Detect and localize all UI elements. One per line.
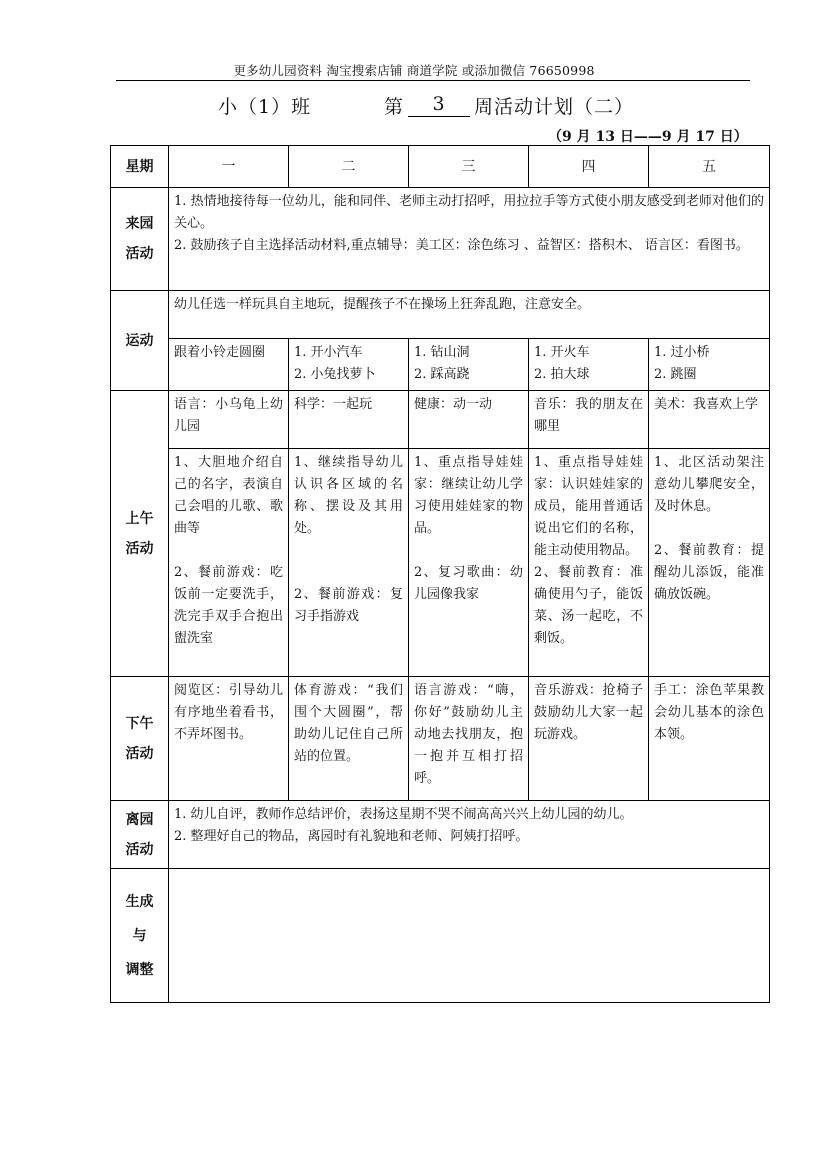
week-suffix: 周活动计划（二） <box>474 96 635 118</box>
week-number: 3 <box>408 92 470 117</box>
morning-label-line1: 上午 <box>125 510 154 527</box>
morning-detail-thu: 1、重点指导娃娃家：认识娃娃家的成员，能用普通话说出它们的名称，能主动使用物品。 2、餐前教育：准确使用勺子，能饭菜、汤一起吃，不剩饭。 <box>529 449 649 677</box>
morning-detail-tue: 1、继续指导幼儿认识各区域的名称、摆设及其用处。 2、餐前游戏：复习手指游戏 <box>289 449 409 677</box>
exercise-thu: 1. 开火车 2. 拍大球 <box>529 339 649 391</box>
leaving-label-line1: 离园 <box>125 811 154 828</box>
adjust-label-line1: 生成 <box>125 893 154 910</box>
morning-detail-fri: 1、北区活动架注意幼儿攀爬安全，及时休息。 2、餐前教育：提醒幼儿添饭，能准确放饭碗。 <box>649 449 770 677</box>
exercise-wed: 1. 钻山洞 2. 踩高跷 <box>409 339 529 391</box>
afternoon-label-line1: 下午 <box>125 715 154 732</box>
morning-subject-row <box>111 391 770 449</box>
leaving-row <box>111 801 770 869</box>
day-header-fri: 五 <box>649 146 770 188</box>
exercise-general: 幼儿任选一样玩具自主地玩，提醒孩子不在操场上狂奔乱跑，注意安全。 <box>169 291 770 339</box>
exercise-tue: 1. 开小汽车 2. 小兔找萝卜 <box>289 339 409 391</box>
morning-subject-mon: 语言：小乌龟上幼儿园 <box>169 391 289 449</box>
afternoon-mon: 阅览区：引导幼儿有序地坐着看书，不弄坏图书。 <box>169 677 289 801</box>
leaving-content <box>169 801 770 869</box>
morning-subject-wed: 健康：动一动 <box>409 391 529 449</box>
arrival-item-2: 2. 鼓励孩子自主选择活动材料,重点辅导：美工区：涂色练习 、益智区：搭积木、 语言区：看图书。 <box>174 238 749 253</box>
day-header-mon: 一 <box>169 146 289 188</box>
morning-label-line2: 活动 <box>125 540 154 557</box>
morning-detail-wed: 1、重点指导娃娃家：继续让幼儿学习使用娃娃家的物品。 2、复习歌曲：幼儿园像我家 <box>409 449 529 677</box>
leaving-label <box>111 801 169 869</box>
morning-detail-mon: 1、大胆地介绍自己的名字，表演自己会唱的儿歌、歌曲等 2、餐前游戏：吃饭前一定要洗手，洗完手双手合抱出盥洗室 <box>169 449 289 677</box>
afternoon-tue: 体育游戏：“我们围个大圆圈”，帮助幼儿记住自己所站的位置。 <box>289 677 409 801</box>
exercise-general-row <box>111 291 770 339</box>
adjust-label-line3: 调整 <box>125 961 154 978</box>
afternoon-label <box>111 677 169 801</box>
afternoon-thu: 音乐游戏：抢椅子鼓励幼儿大家一起玩游戏。 <box>529 677 649 801</box>
date-range: （9 月 13 日——9 月 17 日） <box>548 129 748 145</box>
exercise-fri: 1. 过小桥 2. 跳圈 <box>649 339 770 391</box>
arrival-label-line2: 活动 <box>125 246 154 262</box>
day-header-thu: 四 <box>529 146 649 188</box>
adjust-row <box>111 869 770 1003</box>
adjust-label-line2: 与 <box>132 927 147 944</box>
page-header: 更多幼儿园资料 淘宝搜索店铺 商道学院 或添加微信 76650998 <box>233 63 595 78</box>
arrival-content <box>169 188 770 291</box>
arrival-label-line1: 来园 <box>125 216 154 232</box>
morning-label <box>111 391 169 677</box>
leaving-item-2: 2. 整理好自己的物品，离园时有礼貌地和老师、阿姨打招呼。 <box>174 829 529 844</box>
weekday-header-row <box>111 146 770 188</box>
morning-subject-tue: 科学：一起玩 <box>289 391 409 449</box>
day-header-wed: 三 <box>409 146 529 188</box>
arrival-label <box>111 188 169 291</box>
class-name: 小（1）班 <box>218 96 312 118</box>
leaving-item-1: 1. 幼儿自评，教师作总结评价，表扬这星期不哭不闹高高兴兴上幼儿园的幼儿。 <box>174 807 633 822</box>
morning-subject-thu: 音乐：我的朋友在哪里 <box>529 391 649 449</box>
afternoon-fri: 手工：涂色苹果教会幼儿基本的涂色本领。 <box>649 677 770 801</box>
day-header-tue: 二 <box>289 146 409 188</box>
weekly-plan-table <box>110 145 770 1003</box>
afternoon-wed: 语言游戏：“嗨，你好”鼓励幼儿主动地去找朋友，抱一抱并互相打招呼。 <box>409 677 529 801</box>
exercise-days-row <box>111 339 770 391</box>
afternoon-row <box>111 677 770 801</box>
page-title <box>0 92 827 118</box>
morning-detail-row <box>111 449 770 677</box>
arrival-item-1: 1. 热情地接待每一位幼儿，能和同伴、老师主动打招呼，用拉拉手等方式使小朋友感受到老师对他们的关心。 <box>174 194 764 231</box>
weekday-corner-label: 星期 <box>111 146 169 188</box>
header-divider <box>116 80 750 81</box>
leaving-label-line2: 活动 <box>125 841 154 858</box>
exercise-label: 运动 <box>111 291 169 391</box>
arrival-row <box>111 188 770 291</box>
adjust-label <box>111 869 169 1003</box>
exercise-mon: 跟着小铃走圆圈 <box>169 339 289 391</box>
adjust-content <box>169 869 770 1003</box>
week-prefix: 第 <box>384 96 405 118</box>
morning-subject-fri: 美术：我喜欢上学 <box>649 391 770 449</box>
afternoon-label-line2: 活动 <box>125 745 154 762</box>
